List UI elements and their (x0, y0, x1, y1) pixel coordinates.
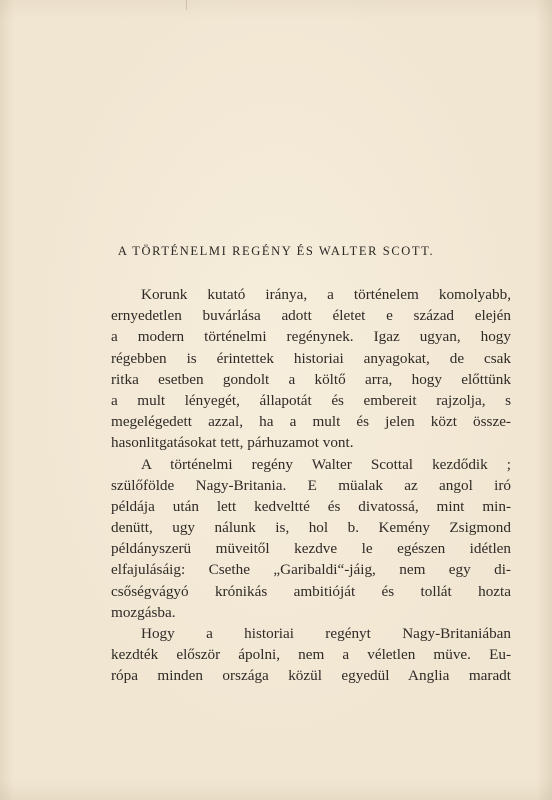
text-line: denütt, ugy nálunk is, hol b. Kemény Zsigmond (111, 519, 511, 537)
text-line: mozgásba. (111, 603, 176, 621)
text-line: hasonlitgatásokat tett, párhuzamot vont. (111, 434, 354, 452)
text-line: rópa minden országa közül egyedül Anglia maradt (111, 667, 511, 685)
text-line: elfajulásáig: Csethe „Garibaldi“-jáig, nem egy di- (111, 561, 511, 579)
text-line: kezdték először ápolni, nem a véletlen müve. Eu- (111, 646, 511, 664)
text-line: szülőfölde Nagy-Britania. E müalak az angol iró (111, 476, 511, 494)
text-line: ritka esetben gondolt a költő arra, hogy előttünk (111, 370, 511, 388)
text-line: Korunk kutató iránya, a történelem komolyabb, (141, 286, 511, 303)
text-line: megelégedett azzal, ha a mult és jelen közt össze- (111, 413, 511, 431)
text-line: régebben is érintettek historiai anyagokat, de csak (111, 349, 511, 367)
body-text (111, 284, 511, 687)
text-line: A történelmi regény Walter Scottal kezdődik ; (141, 455, 511, 473)
text-line: példányszerü müveitől kezdve le egészen idétlen (111, 540, 511, 558)
text-line: csőségvágyó krónikás ambitióját és tollát hozta (111, 582, 511, 600)
text-line: példája után lett kedveltté és divatossá, mint min- (111, 497, 511, 515)
text-line: a mult lényegét, állapotát és embereit rajzolja, s (111, 391, 511, 409)
text-line: Hogy a historiai regényt Nagy-Britaniában (141, 625, 511, 642)
chapter-heading: A TÖRTÉNELMI REGÉNY ÉS WALTER SCOTT. (117, 244, 435, 258)
text-line: ernyedetlen buvárlása adott életet e század elején (111, 307, 511, 325)
page-edge-mark (186, 0, 187, 10)
text-line: a modern történelmi regénynek. Igaz ugyan, hogy (111, 328, 511, 346)
